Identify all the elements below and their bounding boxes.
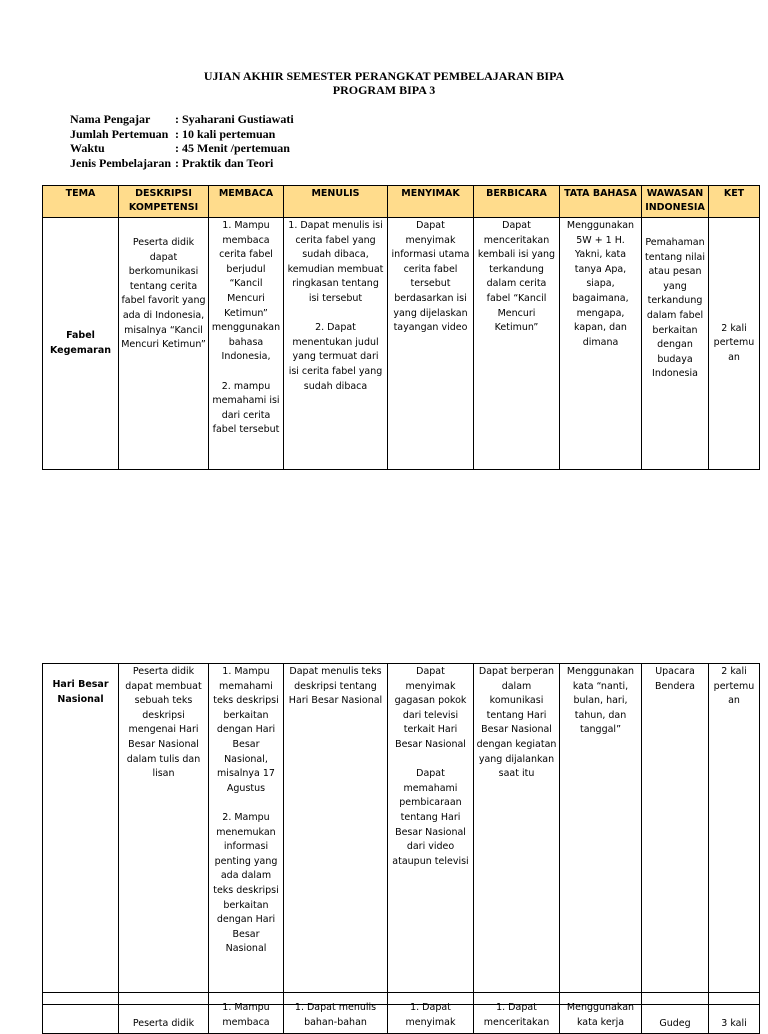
cell-tema [43,993,119,1034]
curriculum-table-partial [42,992,760,1034]
cell-menyimak: Dapat menyimak gagasan pokok dari televisi terkait Hari Besar Nasional Dapat memahami pembicaraan tentang Hari Besar Nasional dari video ataupun televisi [388,664,474,1005]
info-value: : 45 Menit /pertemuan [175,141,290,155]
cell-menyimak: Dapat menyimak informasi utama cerita fabel tersebut berdasarkan isi yang dijelaskan tayangan video [388,218,474,470]
cell-berbicara: Dapat berperan dalam komunikasi tentang Hari Besar Nasional dengan kegiatan yang dijalankan saat itu [474,664,560,1005]
cell-menulis: 1. Dapat menulis bahan-bahan [284,993,388,1034]
cell-tata-bahasa: Menggunakan kata “nanti, bulan, hari, tahun, dan tanggal” [560,664,642,1005]
info-label: Jumlah Pertemuan [70,126,169,141]
info-row-time [70,141,294,156]
table-header-row [43,186,760,218]
curriculum-table [42,185,760,470]
document-title: UJIAN AKHIR SEMESTER PERANGKAT PEMBELAJARAN BIPA [203,69,565,83]
cell-membaca: 1. Mampu membaca cerita fabel berjudul “Kancil Mencuri Ketimun” menggunakan bahasa Indonesia, 2. mampu memahami isi dari cerita fabel tersebut [209,218,284,470]
cell-wawasan: Pemahaman tentang nilai atau pesan yang terkandung dalam fabel berkaitan dengan budaya Indonesia [642,218,709,470]
header-membaca: MEMBACA [209,186,284,218]
table-row [43,993,760,1034]
header-berbicara: BERBICARA [474,186,560,218]
info-label: Nama Pengajar [70,112,151,126]
cell-menulis: Dapat menulis teks deskripsi tentang Hari Besar Nasional [284,664,388,1005]
info-value: : Syaharani Gustiawati [175,112,294,126]
table-row [43,664,760,1005]
info-row-type [70,156,294,171]
cell-tema: Hari Besar Nasional [43,664,119,1005]
header-menyimak: MENYIMAK [388,186,474,218]
cell-menyimak: 1. Dapat menyimak [388,993,474,1034]
cell-ket: 2 kali pertemuan [709,218,760,470]
info-row-meetings [70,127,294,142]
cell-menulis: 1. Dapat menulis isi cerita fabel yang sudah dibaca, kemudian membuat ringkasan tentang isi tersebut 2. Dapat menentukan judul yang termuat dari isi cerita fabel yang sudah dibaca [284,218,388,470]
cell-ket: 2 kali pertemuan [709,664,760,1005]
header-wawasan: WAWASAN INDONESIA [642,186,709,218]
cell-berbicara: 1. Dapat menceritakan [474,993,560,1034]
cell-membaca: 1. Mampu membaca [209,993,284,1034]
cell-membaca: 1. Mampu memahami teks deskripsi berkaitan dengan Hari Besar Nasional, misalnya 17 Agustus 2. Mampu menemukan informasi penting yang ada dalam teks deskripsi berkaitan dengan Hari Besar Nasional [209,664,284,1005]
header-menulis: MENULIS [284,186,388,218]
header-tata-bahasa: TATA BAHASA [560,186,642,218]
cell-deskripsi: Peserta didik [119,993,209,1034]
curriculum-table-continued [42,663,760,1005]
info-value: : Praktik dan Teori [175,155,274,170]
cell-tema: Fabel Kegemaran [43,218,119,470]
info-label: Waktu [70,141,105,155]
cell-wawasan: Upacara Bendera [642,664,709,1005]
cell-wawasan: Gudeg [642,993,709,1034]
info-block [70,112,294,170]
cell-ket: 3 kali [709,993,760,1034]
cell-tata-bahasa: Menggunakan kata kerja [560,993,642,1034]
info-row-teacher [70,112,294,127]
info-value: : 10 kali pertemuan [175,126,276,141]
header-tema: TEMA [43,186,119,218]
table-row [43,218,760,470]
cell-deskripsi: Peserta didik dapat berkomunikasi tentang cerita fabel favorit yang ada di Indonesia, misalnya “Kancil Mencuri Ketimun” [119,218,209,470]
header-deskripsi: DESKRIPSI KOMPETENSI [119,186,209,218]
cell-berbicara: Dapat menceritakan kembali isi yang terkandung dalam cerita fabel “Kancil Mencuri Ketimun” [474,218,560,470]
cell-tata-bahasa: Menggunakan 5W + 1 H. Yakni, kata tanya Apa, siapa, bagaimana, mengapa, kapan, dan dimana [560,218,642,470]
header-ket: KET [709,186,760,218]
info-label: Jenis Pembelajaran [70,155,171,170]
document-subtitle: PROGRAM BIPA 3 [332,83,436,97]
cell-deskripsi: Peserta didik dapat membuat sebuah teks deskripsi mengenai Hari Besar Nasional dalam tulis dan lisan [119,664,209,1005]
